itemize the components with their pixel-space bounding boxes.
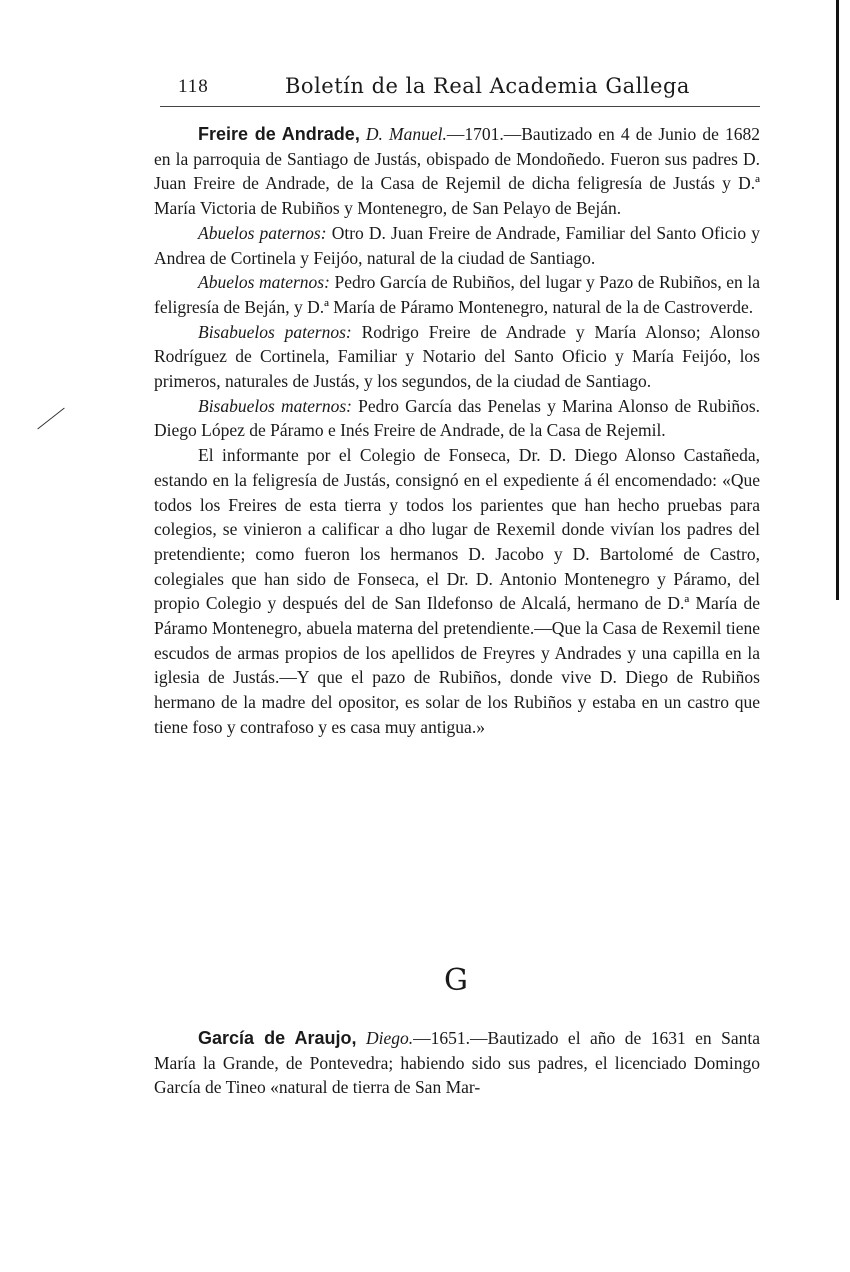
maternal-grandparents-paragraph: [154, 270, 760, 319]
entry-intro-paragraph: [154, 122, 760, 221]
entry-intro-text: —1701.—Bautizado en 4 de Junio de 1682 en la parroquia de Santiago de Justás, obispado de Mondoñedo. Fueron sus padres D. Juan Freire de Andrade, de la Casa de Rejemil de dicha feligresía de Justás y D.ª María Victoria de Rubiños y Montenegro, de San Pelayo de Beján.: [154, 124, 760, 219]
running-title: Boletín de la Real Academia Gallega: [285, 74, 690, 98]
entry-given-name: Diego.: [366, 1028, 414, 1048]
section-letter: G: [444, 963, 468, 998]
margin-stray-mark: [37, 408, 64, 430]
entry-intro-text: —1651.—Bautizado el año de 1631 en Santa María la Grande, de Pontevedra; habiendo sido sus padres, el licenciado Domingo García de Tineo «natural de tierra de San Mar-: [154, 1028, 760, 1098]
maternal-grandparents-label: Abuelos maternos:: [198, 272, 330, 293]
paternal-great-grandparents-label: Bisabuelos paternos:: [198, 321, 352, 342]
page-number: 118: [178, 76, 209, 97]
entry-garcia-de-araujo: [154, 1026, 760, 1100]
entry-intro-paragraph: [154, 1026, 760, 1100]
header-rule: [160, 106, 760, 107]
entry-headword: García de Araujo,: [198, 1028, 357, 1048]
page-edge-line: [836, 0, 839, 600]
paternal-grandparents-paragraph: [154, 221, 760, 270]
maternal-great-grandparents-text: Pedro García das Penelas y Marina Alonso de Rubiños. Diego López de Páramo e Inés Freire de Andrade, de la Casa de Rejemil.: [154, 395, 761, 441]
maternal-great-grandparents-paragraph: [154, 394, 760, 443]
entry-given-name: D. Manuel.: [365, 124, 447, 144]
paternal-grandparents-label: Abuelos paternos:: [198, 222, 327, 243]
entry-headword: Freire de Andrade,: [198, 124, 360, 144]
running-header: [160, 76, 760, 106]
paternal-grandparents-text: Otro D. Juan Freire de Andrade, Familiar del Santo Oficio y Andrea de Cortinela y Feijóo, natural de la ciudad de Santiago.: [154, 222, 760, 268]
maternal-great-grandparents-label: Bisabuelos maternos:: [198, 395, 352, 416]
paternal-great-grandparents-text: Rodrigo Freire de Andrade y María Alonso; Alonso Rodríguez de Cortinela, Familiar y Notario del Santo Oficio y María Feijóo, los primeros, naturales de Justás, y los segundos, de la ciudad de Santiago.: [154, 321, 760, 392]
informant-paragraph: El informante por el Colegio de Fonseca, Dr. D. Diego Alonso Castañeda, estando en la feligresía de Justás, consignó en el expediente á él encomendado: «Que todos los Freires de esta tierra y todos los parientes que han hecho pruebas para colegios, se vinieron a calificar a dho lugar de Rexemil donde vivían los padres del pretendiente; como fueron los hermanos D. Jacobo y D. Bartolomé de Castro, colegiales que han sido de Fonseca, el Dr. D. Antonio Montenegro y Páramo, del propio Colegio y después del de San Ildefonso de Alcalá, hermano de D.ª María de Páramo Montenegro, abuela materna del pretendiente.—Que la Casa de Rexemil tiene escudos de armas propios de los apellidos de Freyres y Andrades y una capilla en la iglesia de Justás.—Y que el pazo de Rubiños, donde vive D. Diego de Rubiños hermano de la madre del opositor, es solar de los Rubiños y estaba en un castro que tiene foso y contrafoso y es casa muy antigua.»: [154, 445, 760, 737]
paternal-great-grandparents-paragraph: [154, 320, 760, 394]
entry-freire-de-andrade: [154, 122, 760, 740]
maternal-grandparents-text: Pedro García de Rubiños, del lugar y Pazo de Rubiños, en la feligresía de Beján, y D.ª María de Páramo Montenegro, natural de la de Castroverde.: [154, 272, 760, 317]
